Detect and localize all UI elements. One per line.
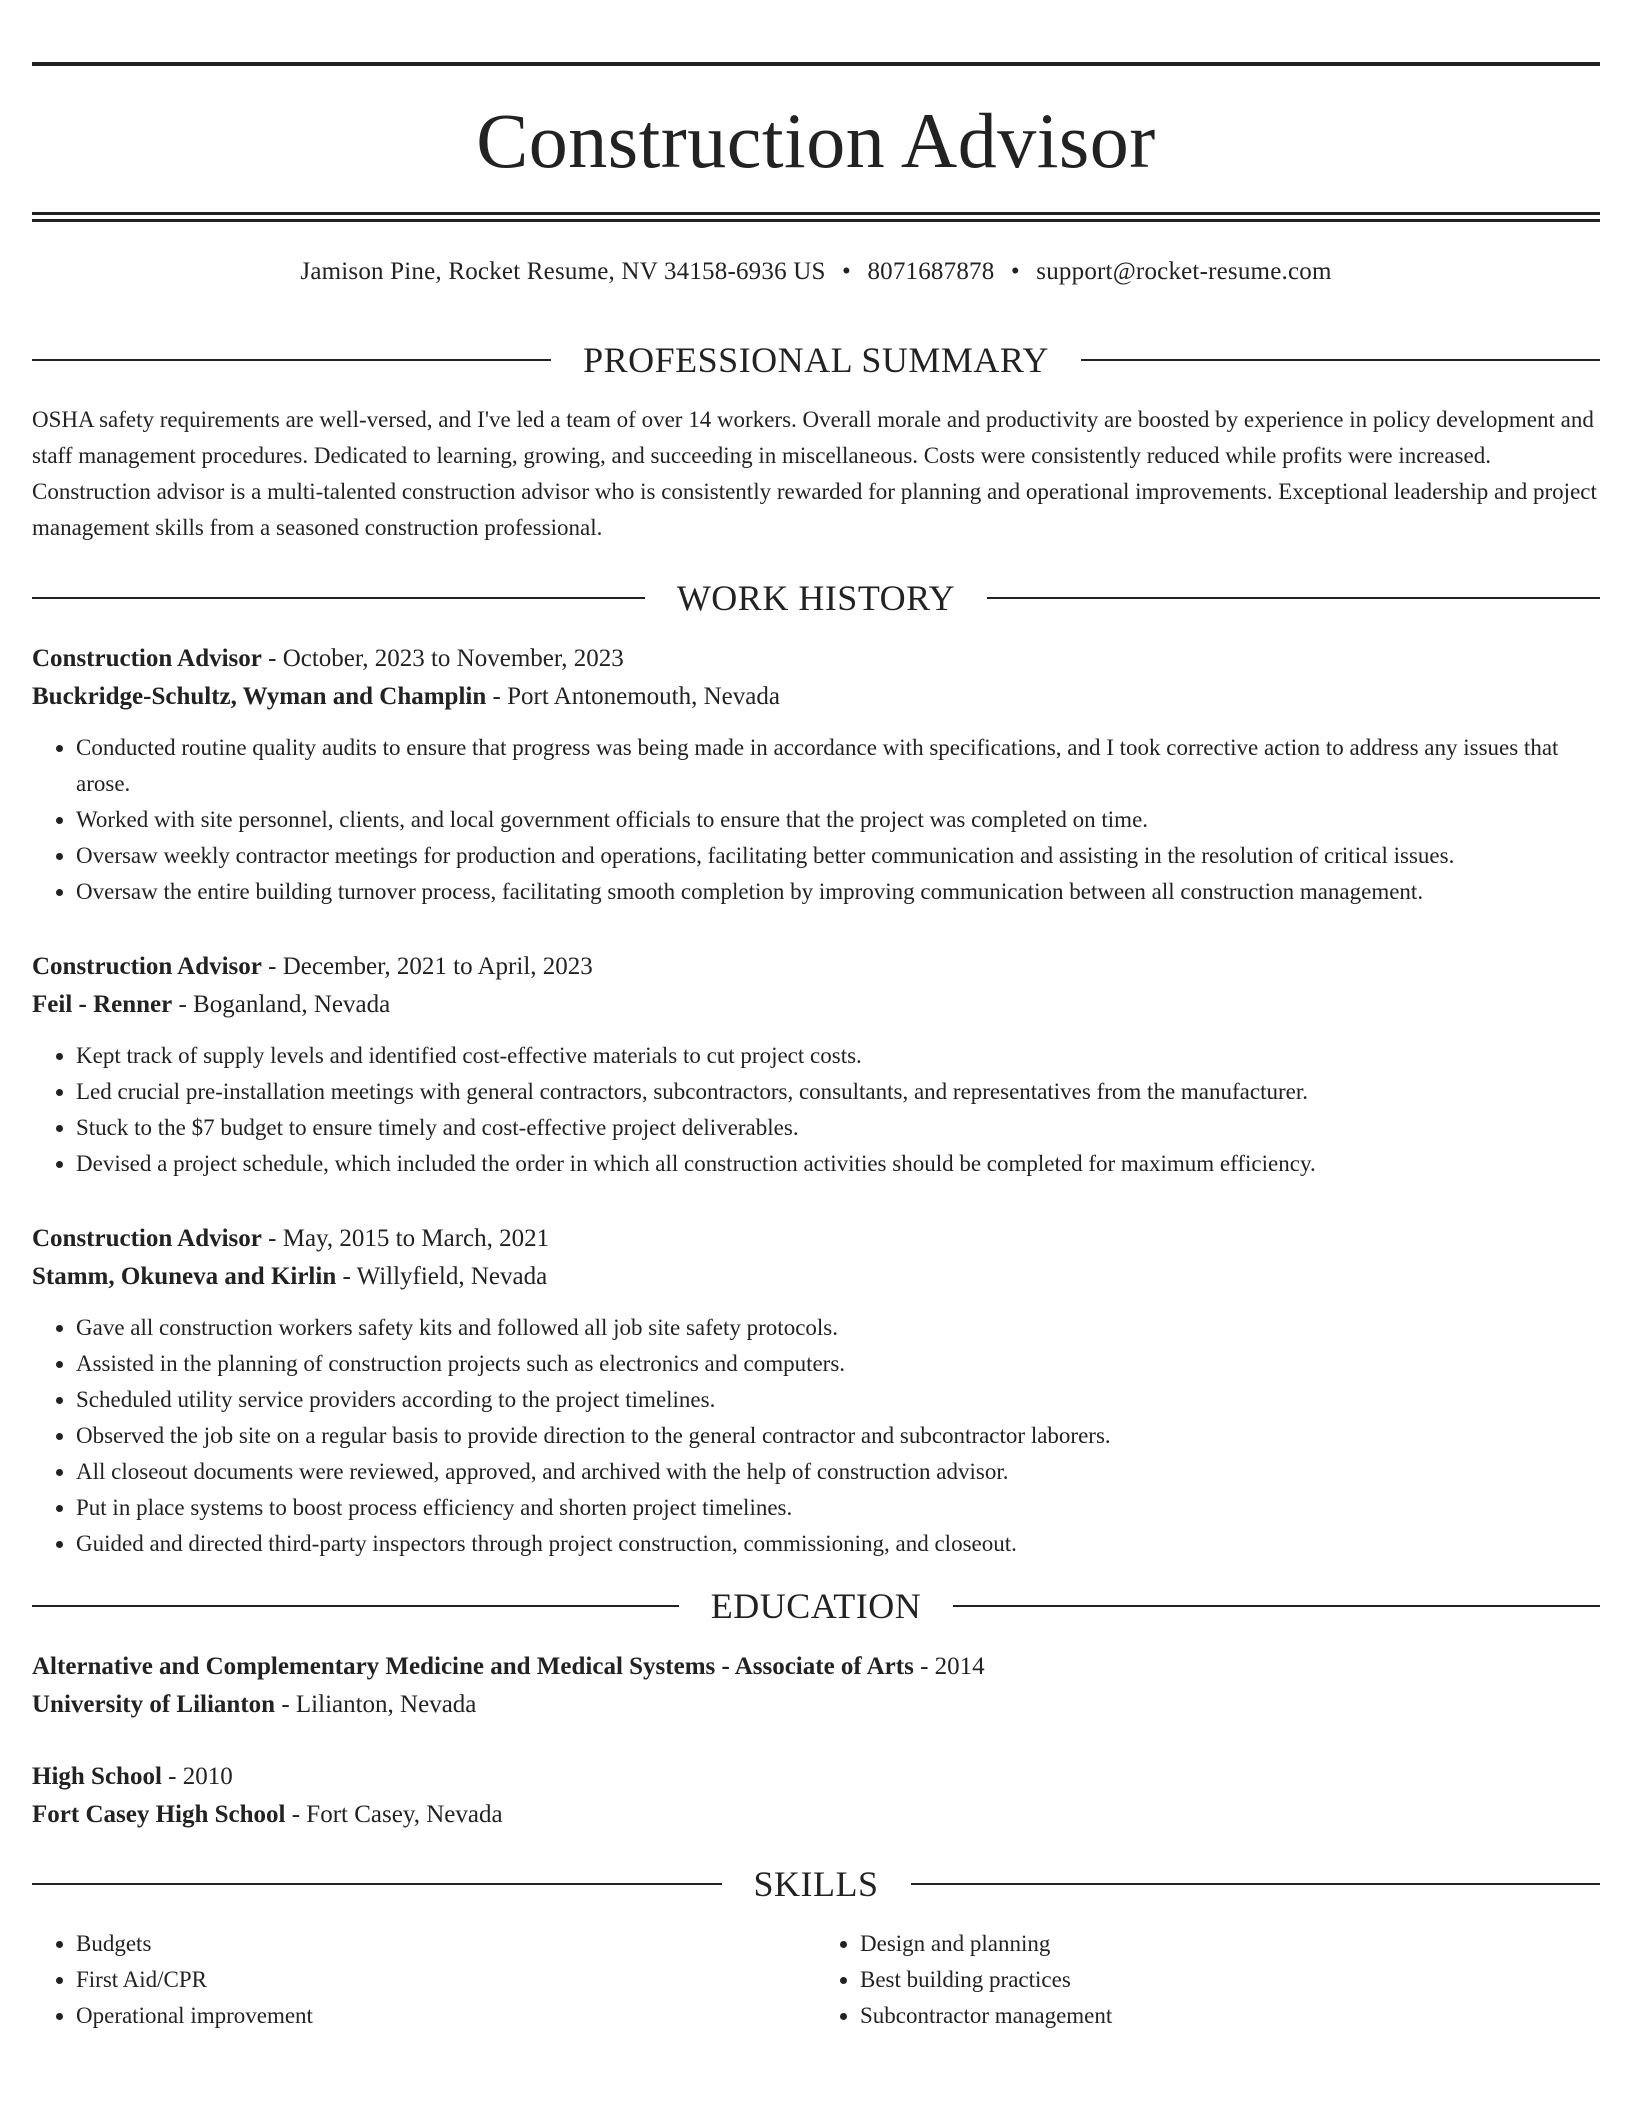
job-role: Construction Advisor bbox=[32, 953, 262, 980]
job-dates: - October, 2023 to November, 2023 bbox=[261, 645, 624, 672]
section-heading-skills bbox=[32, 1862, 1600, 1906]
job-entry bbox=[32, 1220, 1600, 1562]
job-title-line bbox=[32, 1220, 1600, 1258]
section-heading-work bbox=[32, 576, 1600, 620]
list-item: • Design and planning bbox=[860, 1926, 1600, 1962]
education-school: Fort Casey High School bbox=[32, 1801, 286, 1828]
education-degree-line bbox=[32, 1648, 1600, 1686]
job-role: Construction Advisor bbox=[32, 1225, 262, 1252]
education-year: - 2014 bbox=[913, 1653, 985, 1680]
list-item: • Guided and directed third-party inspectors through project construction, commissioning, and closeout. bbox=[76, 1526, 1600, 1562]
list-item: • Devised a project schedule, which included the order in which all construction activities should be completed for maximum efficiency. bbox=[76, 1146, 1600, 1182]
list-item: • Led crucial pre-installation meetings with general contractors, subcontractors, consultants, and representatives from the manufacturer. bbox=[76, 1074, 1600, 1110]
list-item: • Scheduled utility service providers according to the project timelines. bbox=[76, 1382, 1600, 1418]
heading-rule-right bbox=[953, 1605, 1600, 1607]
title-double-rule bbox=[32, 212, 1600, 222]
list-item: • Gave all construction workers safety kits and followed all job site safety protocols. bbox=[76, 1310, 1600, 1346]
summary-text: OSHA safety requirements are well-versed, and I've led a team of over 14 workers. Overall morale and productivity are boosted by experience in policy development and staff management procedures. Dedicated to learning, growing, and succeeding in miscellaneous. Costs were consistently reduced while profits were increased. Construction advisor is a multi-talented construction advisor who is consistently rewarded for planning and operational improvements. Exceptional leadership and project management skills from a seasoned construction professional. bbox=[32, 407, 1597, 540]
job-bullets bbox=[32, 1310, 1600, 1562]
section-heading-education bbox=[32, 1584, 1600, 1628]
contact-phone: 8071687878 bbox=[867, 258, 995, 285]
contact-separator: • bbox=[842, 258, 851, 285]
job-title-line bbox=[32, 640, 1600, 678]
section-heading-label: EDUCATION bbox=[710, 1586, 922, 1626]
job-bullets bbox=[32, 730, 1600, 910]
heading-rule-right bbox=[1081, 359, 1600, 361]
list-item: • First Aid/CPR bbox=[76, 1962, 816, 1998]
education-entry bbox=[32, 1758, 1600, 1834]
resume-page bbox=[32, 0, 1600, 2034]
heading-rule-right bbox=[911, 1883, 1601, 1885]
education-entry bbox=[32, 1648, 1600, 1724]
list-item: • Put in place systems to boost process efficiency and shorten project timelines. bbox=[76, 1490, 1600, 1526]
section-heading-label: SKILLS bbox=[753, 1864, 879, 1904]
section-heading-label: PROFESSIONAL SUMMARY bbox=[583, 340, 1049, 380]
list-item: • Oversaw the entire building turnover process, facilitating smooth completion by improving communication between all construction management. bbox=[76, 874, 1600, 910]
job-company: Stamm, Okuneva and Kirlin bbox=[32, 1263, 337, 1290]
job-bullets bbox=[32, 1038, 1600, 1182]
job-location: - Willyfield, Nevada bbox=[336, 1263, 548, 1290]
contact-email: support@rocket-resume.com bbox=[1036, 258, 1332, 285]
education-year: - 2010 bbox=[161, 1763, 233, 1790]
education-degree: High School bbox=[32, 1763, 162, 1790]
list-item: • Kept track of supply levels and identified cost-effective materials to cut project costs. bbox=[76, 1038, 1600, 1074]
job-title-line bbox=[32, 948, 1600, 986]
section-heading-label: WORK HISTORY bbox=[676, 578, 956, 618]
section-heading-summary bbox=[32, 338, 1600, 382]
list-item: • Stuck to the $7 budget to ensure timely and cost-effective project deliverables. bbox=[76, 1110, 1600, 1146]
education-school-line bbox=[32, 1796, 1600, 1834]
education-degree-line bbox=[32, 1758, 1600, 1796]
top-rule bbox=[32, 62, 1600, 66]
heading-rule-right bbox=[987, 597, 1600, 599]
education-location: - Fort Casey, Nevada bbox=[285, 1801, 503, 1828]
job-entry bbox=[32, 948, 1600, 1182]
job-company: Feil - Renner bbox=[32, 991, 173, 1018]
job-dates: - December, 2021 to April, 2023 bbox=[261, 953, 593, 980]
job-dates: - May, 2015 to March, 2021 bbox=[261, 1225, 550, 1252]
education-degree: Alternative and Complementary Medicine and Medical Systems - Associate of Arts bbox=[32, 1653, 914, 1680]
list-item: • All closeout documents were reviewed, approved, and archived with the help of construction advisor. bbox=[76, 1454, 1600, 1490]
list-item: • Budgets bbox=[76, 1926, 816, 1962]
heading-rule-left bbox=[32, 1883, 722, 1885]
list-item: • Assisted in the planning of construction projects such as electronics and computers. bbox=[76, 1346, 1600, 1382]
heading-rule-left bbox=[32, 359, 551, 361]
contact-line bbox=[32, 258, 1600, 298]
heading-rule-left bbox=[32, 1605, 679, 1607]
list-item: • Operational improvement bbox=[76, 1998, 816, 2034]
list-item: • Observed the job site on a regular basis to provide direction to the general contractor and subcontractor laborers. bbox=[76, 1418, 1600, 1454]
list-item: • Conducted routine quality audits to ensure that progress was being made in accordance with specifications, and I took corrective action to address any issues that arose. bbox=[76, 730, 1600, 802]
contact-separator: • bbox=[1010, 258, 1020, 285]
job-company-line bbox=[32, 1258, 1600, 1296]
education-school-line bbox=[32, 1686, 1600, 1724]
list-item: • Best building practices bbox=[860, 1962, 1600, 1998]
job-location: - Boganland, Nevada bbox=[172, 991, 391, 1018]
skills-column-left bbox=[32, 1926, 816, 2034]
resume-title: Construction Advisor bbox=[476, 97, 1156, 184]
heading-rule-left bbox=[32, 597, 645, 599]
skills-list bbox=[32, 1926, 1600, 2034]
list-item: • Subcontractor management bbox=[860, 1998, 1600, 2034]
job-company-line bbox=[32, 678, 1600, 716]
education-school: University of Lilianton bbox=[32, 1691, 276, 1718]
list-item: • Oversaw weekly contractor meetings for production and operations, facilitating better communication and assisting in the resolution of critical issues. bbox=[76, 838, 1600, 874]
job-location: - Port Antonemouth, Nevada bbox=[486, 683, 780, 710]
skills-column-right bbox=[816, 1926, 1600, 2034]
job-company: Buckridge-Schultz, Wyman and Champlin bbox=[32, 683, 487, 710]
job-role: Construction Advisor bbox=[32, 645, 262, 672]
job-company-line bbox=[32, 986, 1600, 1024]
education-location: - Lilianton, Nevada bbox=[275, 1691, 477, 1718]
list-item: • Worked with site personnel, clients, and local government officials to ensure that the project was completed on time. bbox=[76, 802, 1600, 838]
contact-address: Jamison Pine, Rocket Resume, NV 34158-6936 US bbox=[300, 258, 826, 285]
job-entry bbox=[32, 640, 1600, 910]
